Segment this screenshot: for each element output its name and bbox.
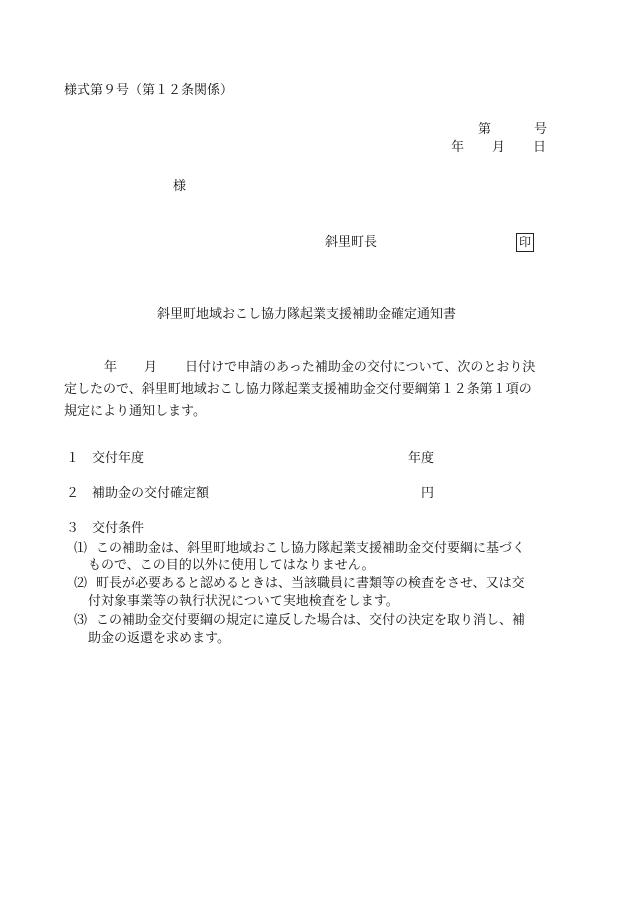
form-label: 様式第９号（第１２条関係） [64,83,234,98]
intro-line-1 [64,357,564,379]
item-2-number: ２ [66,486,80,501]
date-day: 日 [533,140,547,155]
addressee-suffix: 様 [173,179,187,194]
condition-3-line-1: この補助金交付要綱の規定に違反した場合は、交付の決定を取り消し、補 [96,613,526,628]
intro-line-3: 規定により通知します。 [64,404,206,419]
seal-stamp: 印 [516,233,534,252]
condition-2-line-2: 付対象事業等の執行状況について実地検査をします。 [88,594,399,609]
conditions-number: ３ [66,521,80,536]
condition-1-line-2: もので、この目的以外に使用してはなりません。 [88,558,375,573]
intro-year: 年 [104,360,118,375]
condition-2-line-1: 町長が必要あると認めるときは、当該職員に書類等の検査をさせ、又は交 [96,576,525,591]
date-year: 年 [451,140,465,155]
item-1-unit: 年度 [408,451,435,466]
document-title: 斜里町地域おこし協力隊起業支援補助金確定通知書 [157,307,457,322]
intro-month: 月 [144,360,158,375]
condition-2-mark: ⑵ [74,576,88,591]
intro-paragraph [64,357,564,423]
intro-line-2: 定したので、斜里町地域おこし協力隊起業支援補助金交付要綱第１２条第１項の [64,382,532,397]
item-2-unit: 円 [421,486,435,501]
condition-1-mark: ⑴ [74,541,88,556]
condition-3-line-2: 助金の返還を求めます。 [88,631,230,646]
date-month: 月 [492,140,506,155]
issuer-name: 斜里町長 [325,235,378,250]
item-2-label: 補助金の交付確定額 [92,486,210,501]
condition-1-line-1: この補助金は、斜里町地域おこし協力隊起業支援補助金交付要綱に基づく [96,541,526,556]
doc-number-go: 号 [534,122,548,137]
condition-3-mark: ⑶ [74,613,88,628]
item-1-number: １ [66,451,80,466]
intro-line-1-text: 日付けで申請のあった補助金の交付について、次のとおり決 [185,360,536,375]
item-1-label: 交付年度 [92,451,145,466]
doc-number-dai: 第 [478,122,492,137]
conditions-heading: 交付条件 [92,521,145,536]
